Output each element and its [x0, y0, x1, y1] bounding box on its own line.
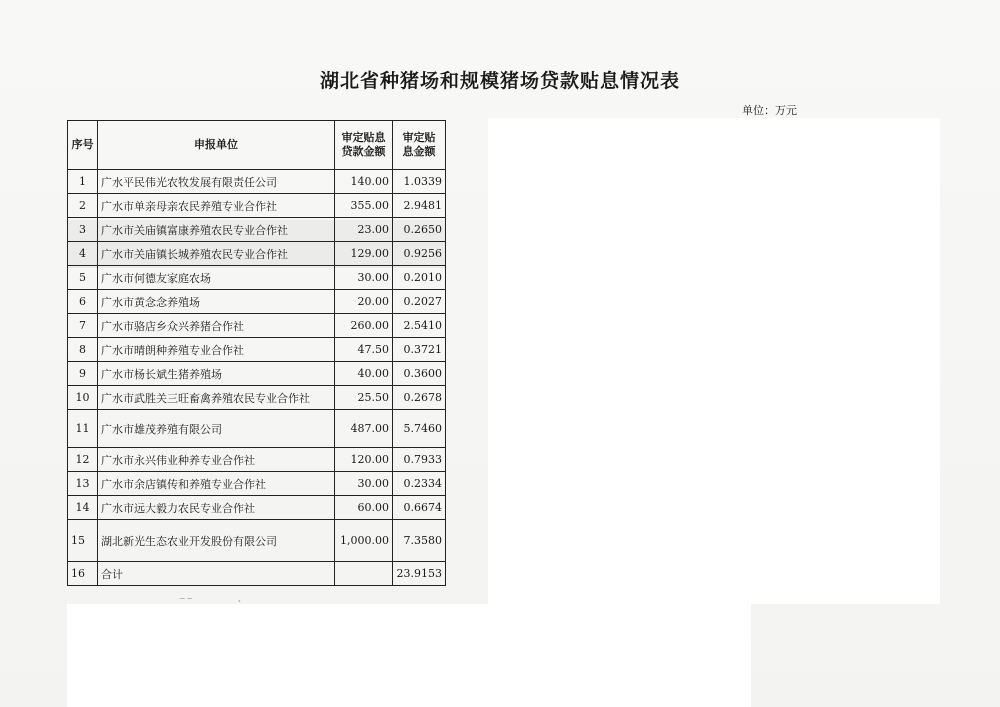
- row-unit-name: 广水市何德友家庭农场: [98, 266, 335, 290]
- row-unit-name: 湖北新光生态农业开发股份有限公司: [98, 520, 335, 562]
- row-no: 16: [68, 562, 98, 586]
- row-unit-name: 合计: [98, 562, 335, 586]
- row-no: 2: [68, 194, 98, 218]
- row-no: 3: [68, 218, 98, 242]
- row-loan: 30.00: [335, 472, 393, 496]
- row-loan: 47.50: [335, 338, 393, 362]
- row-no: 6: [68, 290, 98, 314]
- table-row: [68, 386, 446, 410]
- row-loan: 140.00: [335, 170, 393, 194]
- row-unit-name: 广水市关庙镇长城养殖农民专业合作社: [98, 242, 335, 266]
- row-interest: 2.5410: [393, 314, 446, 338]
- row-interest: 0.3721: [393, 338, 446, 362]
- table-row: [68, 194, 446, 218]
- row-no: 8: [68, 338, 98, 362]
- row-loan: 23.00: [335, 218, 393, 242]
- row-interest: 1.0339: [393, 170, 446, 194]
- row-loan: 120.00: [335, 448, 393, 472]
- row-no: 5: [68, 266, 98, 290]
- redaction-block-bottom: [67, 604, 751, 707]
- row-interest: 0.2678: [393, 386, 446, 410]
- header-loan-line1: 审定贴息: [341, 131, 386, 144]
- row-unit-name: 广水平民伟光农牧发展有限责任公司: [98, 170, 335, 194]
- table-row: [68, 496, 446, 520]
- header-interest: [393, 121, 446, 170]
- header-unit: 申报单位: [98, 121, 335, 170]
- redaction-block-right: [488, 118, 940, 604]
- table-total-row: [68, 562, 446, 586]
- row-unit-name: 广水市杨长斌生猪养殖场: [98, 362, 335, 386]
- row-no: 4: [68, 242, 98, 266]
- row-unit-name: 广水市武胜关三旺畜禽养殖农民专业合作社: [98, 386, 335, 410]
- row-no: 10: [68, 386, 98, 410]
- table-row: [68, 290, 446, 314]
- row-unit-name: 广水市余店镇传和养殖专业合作社: [98, 472, 335, 496]
- row-no: 12: [68, 448, 98, 472]
- row-loan: 129.00: [335, 242, 393, 266]
- row-unit-name: 广水市单亲母亲农民养殖专业合作社: [98, 194, 335, 218]
- row-loan: 355.00: [335, 194, 393, 218]
- row-no: 1: [68, 170, 98, 194]
- row-unit-name: 广水市黄念念养殖场: [98, 290, 335, 314]
- row-unit-name: 广水市骆店乡众兴养猪合作社: [98, 314, 335, 338]
- row-no: 9: [68, 362, 98, 386]
- row-loan: [335, 562, 393, 586]
- row-interest: 5.7460: [393, 410, 446, 448]
- row-interest: 0.7933: [393, 448, 446, 472]
- row-no: 15: [68, 520, 98, 562]
- row-interest: 0.2650: [393, 218, 446, 242]
- row-loan: 20.00: [335, 290, 393, 314]
- row-interest: 0.9256: [393, 242, 446, 266]
- row-no: 14: [68, 496, 98, 520]
- scan-mark: ‾ ‾: [180, 598, 192, 608]
- row-interest: 0.2010: [393, 266, 446, 290]
- table-row: [68, 448, 446, 472]
- table-row: [68, 520, 446, 562]
- row-unit-name: 广水市雄茂养殖有限公司: [98, 410, 335, 448]
- table-row: [68, 472, 446, 496]
- row-loan: 60.00: [335, 496, 393, 520]
- row-loan: 260.00: [335, 314, 393, 338]
- subsidy-table: [67, 120, 446, 586]
- row-unit-name: 广水市关庙镇富康养殖农民专业合作社: [98, 218, 335, 242]
- row-unit-name: 广水市永兴伟业种养专业合作社: [98, 448, 335, 472]
- row-interest: 2.9481: [393, 194, 446, 218]
- table-row: [68, 218, 446, 242]
- scan-mark: ˎ: [238, 593, 241, 603]
- row-interest: 0.6674: [393, 496, 446, 520]
- header-loan-line2: 贷款金额: [341, 145, 386, 158]
- row-unit-name: 广水市晴朗种养殖专业合作社: [98, 338, 335, 362]
- table-row: [68, 410, 446, 448]
- header-loan: [335, 121, 393, 170]
- table-row: [68, 170, 446, 194]
- row-loan: 25.50: [335, 386, 393, 410]
- row-interest: 0.2027: [393, 290, 446, 314]
- table-row: [68, 338, 446, 362]
- row-interest: 23.9153: [393, 562, 446, 586]
- table-row: [68, 362, 446, 386]
- page-title: 湖北省种猪场和规模猪场贷款贴息情况表: [319, 70, 680, 92]
- row-no: 13: [68, 472, 98, 496]
- header-no: 序号: [68, 121, 98, 170]
- row-loan: 487.00: [335, 410, 393, 448]
- table-header-row: [68, 121, 446, 170]
- row-unit-name: 广水市远大毅力农民专业合作社: [98, 496, 335, 520]
- unit-label: 单位：万元: [742, 104, 797, 117]
- row-no: 11: [68, 410, 98, 448]
- row-interest: 0.2334: [393, 472, 446, 496]
- row-loan: 30.00: [335, 266, 393, 290]
- row-no: 7: [68, 314, 98, 338]
- row-loan: 40.00: [335, 362, 393, 386]
- row-interest: 7.3580: [393, 520, 446, 562]
- header-interest-line1: 审定贴: [402, 131, 436, 144]
- table-row: [68, 266, 446, 290]
- table-row: [68, 242, 446, 266]
- row-interest: 0.3600: [393, 362, 446, 386]
- row-loan: 1,000.00: [335, 520, 393, 562]
- header-interest-line2: 息金额: [402, 145, 436, 158]
- table-row: [68, 314, 446, 338]
